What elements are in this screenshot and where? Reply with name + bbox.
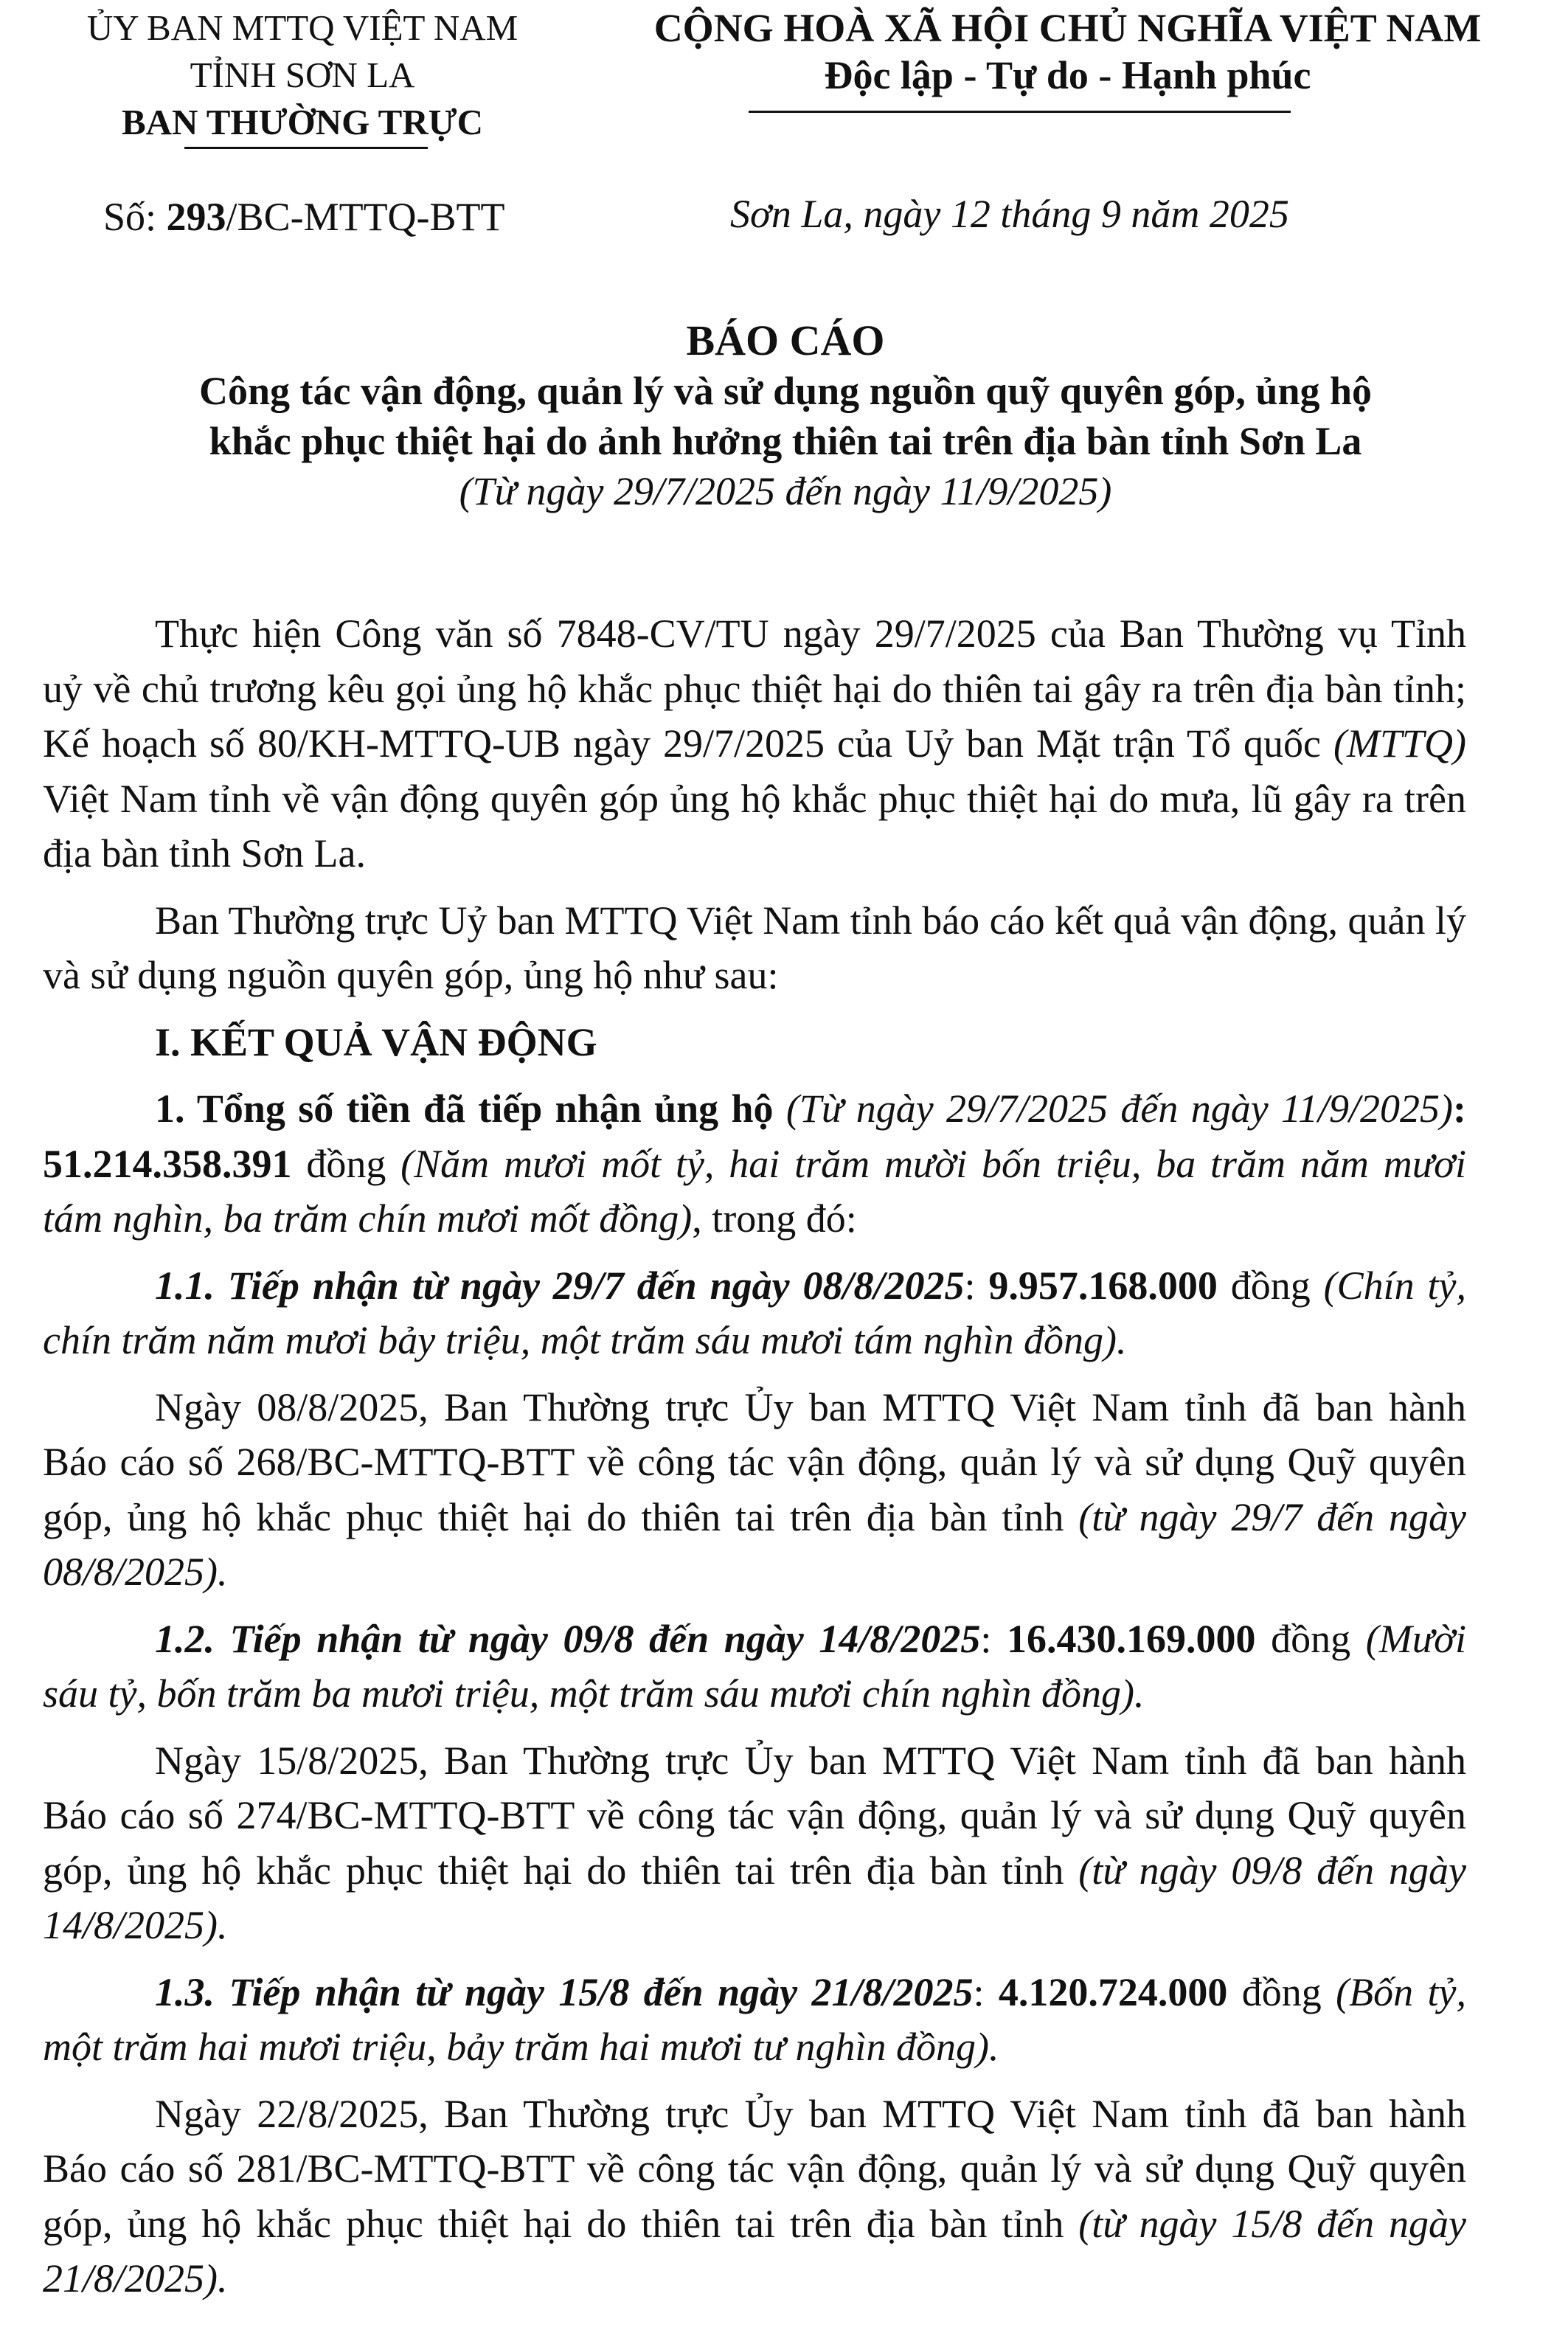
subsection-1-2: 1.2. Tiếp nhận từ ngày 09/8 đến ngày 14/8/2025: 16.430.169.000 đồng (Mười sáu tỷ, bốn trăm ba mươi triệu, một trăm sáu mươi chín nghìn đồng). <box>43 1616 1466 1716</box>
summary-paragraph: Ban Thường trực Uỷ ban MTTQ Việt Nam tỉnh báo cáo kết quả vận động, quản lý và sử dụng nguồn quyên góp, ủng hộ như sau: <box>43 898 1466 997</box>
report-281-paragraph: Ngày 22/8/2025, Ban Thường trực Ủy ban MTTQ Việt Nam tỉnh đã ban hành Báo cáo số 281/BC-MTTQ-BTT về công tác vận động, quản lý và sử dụng Quỹ quyên góp, ủng hộ khắc phục thiệt hại do thiên tai trên địa bàn tỉnh (từ ngày 15/8 đến ngày 21/8/2025). <box>43 2091 1466 2301</box>
org-name: ỦY BAN MTTQ VIỆT NAM <box>86 7 518 48</box>
report-period: (Từ ngày 29/7/2025 đến ngày 11/9/2025) <box>459 469 1112 513</box>
document-date: Sơn La, ngày 12 tháng 9 năm 2025 <box>730 192 1289 236</box>
national-heading <box>572 4 1564 99</box>
document-number-value: 293 <box>166 195 226 239</box>
nation-motto: Độc lập - Tự do - Hạnh phúc <box>824 53 1311 97</box>
amount-1-1: 9.957.168.000 <box>988 1263 1218 1308</box>
subsection-1-3: 1.3. Tiếp nhận từ ngày 15/8 đến ngày 21/8/2025: 4.120.724.000 đồng (Bốn tỷ, một trăm hai mươi triệu, bảy trăm hai mươi tư nghìn đồng). <box>43 1969 1466 2069</box>
report-268-paragraph: Ngày 08/8/2025, Ban Thường trực Ủy ban MTTQ Việt Nam tỉnh đã ban hành Báo cáo số 268/BC-MTTQ-BTT về công tác vận động, quản lý và sử dụng Quỹ quyên góp, ủng hộ khắc phục thiệt hại do thiên tai trên địa bàn tỉnh (từ ngày 29/7 đến ngày 08/8/2025). <box>43 1384 1466 1594</box>
org-underline <box>184 147 428 149</box>
nation-name: CỘNG HOÀ XÃ HỘI CHỦ NGHĨA VIỆT NAM <box>653 6 1482 50</box>
total-received-paragraph: 1. Tổng số tiền đã tiếp nhận ủng hộ (Từ ngày 29/7/2025 đến ngày 11/9/2025): 51.214.358.391 đồng (Năm mươi mốt tỷ, hai trăm mười bốn triệu, ba trăm năm mươi tám nghìn, ba trăm chín mươi mốt đồng), trong đó: <box>43 1086 1466 1241</box>
document-number: Số: 293/BC-MTTQ-BTT <box>103 195 505 239</box>
document-type: BÁO CÁO <box>686 316 885 364</box>
total-amount: 51.214.358.391 <box>43 1141 292 1186</box>
document-body <box>43 606 1466 2318</box>
subject-line-1: Công tác vận động, quản lý và sử dụng nguồn quỹ quyên góp, ủng hộ <box>198 369 1373 413</box>
report-274-paragraph: Ngày 15/8/2025, Ban Thường trực Ủy ban MTTQ Việt Nam tỉnh đã ban hành Báo cáo số 274/BC-MTTQ-BTT về công tác vận động, quản lý và sử dụng Quỹ quyên góp, ủng hộ khắc phục thiệt hại do thiên tai trên địa bàn tỉnh (từ ngày 09/8 đến ngày 14/8/2025). <box>43 1738 1466 1947</box>
org-province: TỈNH SƠN LA <box>190 55 415 95</box>
subject-line-2: khắc phục thiệt hại do ảnh hưởng thiên tai trên địa bàn tỉnh Sơn La <box>209 419 1362 463</box>
subsection-1-1: 1.1. Tiếp nhận từ ngày 29/7 đến ngày 08/8/2025: 9.957.168.000 đồng (Chín tỷ, chín trăm năm mươi bảy triệu, một trăm sáu mươi tám nghìn đồng). <box>43 1263 1466 1362</box>
motto-underline <box>749 111 1291 113</box>
intro-paragraph: Thực hiện Công văn số 7848-CV/TU ngày 29/7/2025 của Ban Thường vụ Tỉnh uỷ về chủ trương kêu gọi ủng hộ khắc phục thiệt hại do thiên tai gây ra trên địa bàn tỉnh; Kế hoạch số 80/KH-MTTQ-UB ngày 29/7/2025 của Uỷ ban Mặt trận Tổ quốc (MTTQ) Việt Nam tỉnh về vận động quyên góp ủng hộ khắc phục thiệt hại do mưa, lũ gây ra trên địa bàn tỉnh Sơn La. <box>43 611 1466 876</box>
document-title <box>44 316 1527 516</box>
issuing-organization <box>30 4 575 146</box>
amount-1-3: 4.120.724.000 <box>998 1969 1228 2014</box>
section-heading: I. KẾT QUẢ VẬN ĐỘNG <box>155 1019 597 1064</box>
org-department: BAN THƯỜNG TRỰC <box>121 102 484 142</box>
amount-1-2: 16.430.169.000 <box>1007 1616 1256 1661</box>
